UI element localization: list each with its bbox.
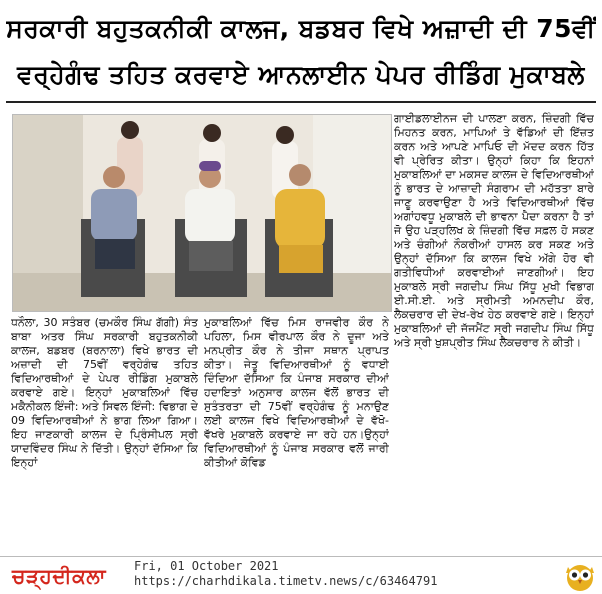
article-paragraph-left: ਧਨੌਲਾ, 30 ਸਤੰਬਰ (ਚਮਕੌਰ ਸਿੰਘ ਗੱਗੀ) ਸੰਤ ਬਾਬਾ ਅਤਰ ਸਿੰਘ ਸਰਕਾਰੀ ਬਹੁਤਕਨੀਕੀ ਕਾਲਜ, ਬਡਬਰ (ਬਰਨਾਲਾ) ਵਿਖੇ ਭਾਰਤ ਦੀ ਅਜ਼ਾਦੀ ਦੀ 75ਵੀਂ ਵਰ੍ਹੇਗੰਢ ਤਹਿਤ ਵਿਦਿਆਰਥੀਆਂ ਦੇ ਪੇਪਰ ਰੀਡਿੰਗ ਮੁਕਾਬਲੇ ਕਰਵਾਏ ਗਏ। ਇਨ੍ਹਾਂ ਮੁਕਾਬਲਿਆਂ ਵਿੱਚ ਮਕੈਨੀਕਲ ਇੰਜੀ: ਅਤੇ ਸਿਵਲ ਇੰਜੀ: ਵਿਭਾਗ ਦੇ 09 ਵਿਦਿਆਰਥੀਆਂ ਨੇ ਭਾਗ ਲਿਆ ਗਿਆ। ਇਹ ਜਾਣਕਾਰੀ ਕਾਲਜ ਦੇ ਪ੍ਰਿੰਸੀਪਲ ਸ੍ਰੀ ਯਾਦਵਿੰਦਰ ਸਿੰਘ ਨੇ ਦਿੱਤੀ। ਉਨ੍ਹਾਂ ਦੱਸਿਆ ਕਿ ਇਨ੍ਹਾਂ	[11, 316, 198, 469]
article-paragraph-middle: ਮੁਕਾਬਲਿਆਂ ਵਿੱਚ ਮਿਸ ਰਾਜਵੀਰ ਕੌਰ ਨੇ ਪਹਿਲਾ, ਮਿਸ ਵੀਰਪਾਲ ਕੌਰ ਨੇ ਦੂਜਾ ਅਤੇ ਮਨਪ੍ਰੀਤ ਕੌਰ ਨੇ ਤੀਜਾ ਸਥਾਨ ਪ੍ਰਾਪਤ ਕੀਤਾ। ਜੇਤੂ ਵਿਦਿਆਰਥੀਆਂ ਨੂੰ ਵਧਾਈ ਦਿੰਦਿਆ ਦੱਸਿਆ ਕਿ ਪੰਜਾਬ ਸਰਕਾਰ ਦੀਆਂ ਹਦਾਇਤਾਂ ਅਨੁਸਾਰ ਕਾਲਜ ਵੱਲੋਂ ਭਾਰਤ ਦੀ ਸੁਤੰਤਰਤਾ ਦੀ 75ਵੀਂ ਵਰ੍ਹੇਗੰਢ ਨੂੰ ਮਨਾਉਣ ਲਈ ਕਾਲਜ ਵਿਖੇ ਵਿਦਿਆਰਥੀਆਂ ਦੇ ਵੱਖੋ-ਵੱਖਰੇ ਮੁਕਾਬਲੇ ਕਰਵਾਏ ਜਾ ਰਹੇ ਹਨ।ਉਨ੍ਹਾਂ ਵਿਦਿਆਰਥੀਆਂ ਨੂੰ ਪੰਜਾਬ ਸਰਕਾਰ ਵਲੋਂ ਜਾਰੀ ਕੀਤੀਆਂ ਕੋਵਿਡ	[204, 316, 389, 469]
owl-icon	[562, 559, 598, 592]
article-column-middle	[204, 316, 389, 556]
group-photo-illustration	[13, 115, 391, 311]
news-photo	[12, 114, 392, 312]
newspaper-logo: ਚੜ੍ਹਦੀਕਲਾ	[12, 564, 106, 588]
publication-date: Fri, 01 October 2021	[134, 559, 279, 573]
article-paragraph-right: ਗਾਈਡਲਾਈਨਜ ਦੀ ਪਾਲਣਾ ਕਰਨ, ਜ਼ਿੰਦਗੀ ਵਿੱਚ ਮਿਹਨਤ ਕਰਨ, ਮਾਪਿਆਂ ਤੇ ਵੱਡਿਆਂ ਦੀ ਇੱਜ਼ਤ ਕਰਨ ਅਤੇ ਆਪਣੇ ਮਾਪਿਓ ਦੀ ਮੱਦਦ ਕਰਨ ਹਿੱਤ ਵੀ ਪ੍ਰੇਰਿਤ ਕੀਤਾ। ਉਨ੍ਹਾਂ ਕਿਹਾ ਕਿ ਇਹਨਾਂ ਮੁਕਾਬਲਿਆਂ ਦਾ ਮਕਸਦ ਕਾਲਜ ਦੇ ਵਿਦਿਆਰਥੀਆਂ ਨੂੰ ਭਾਰਤ ਦੇ ਆਜ਼ਾਦੀ ਸੰਗਰਾਮ ਦੀ ਮਹੱਤਤਾ ਬਾਰੇ ਜਾਣੂ ਕਰਵਾਉਣਾ ਹੈ ਅਤੇ ਵਿਦਿਆਰਥੀਆਂ ਵਿੱਚ ਅਗਾਂਹਵਧੂ ਮੁਕਾਬਲੇ ਦੀ ਭਾਵਨਾ ਪੈਦਾ ਕਰਨਾ ਹੈ ਤਾਂ ਜੋ ਉਹ ਪੜ੍ਹਲਿਖ ਕੇ ਜ਼ਿੰਦਗੀ ਵਿੱਚ ਸਫ਼ਲ ਹੋ ਸਕਣ ਅਤੇ ਚੰਗੀਆਂ ਨੌਕਰੀਆਂ ਹਾਸਲ ਕਰ ਸਕਣ ਅਤੇ ਉਨ੍ਹਾਂ ਦੱਸਿਆ ਕਿ ਕਾਲਜ ਵਿਖੇ ਅੱਗੇ ਹੋਰ ਵੀ ਗਤੀਵਿਧੀਆਂ ਕਰਵਾਈਆਂ ਜਾਣਗੀਆਂ। ਇਹ ਮੁਕਾਬਲੇ ਸ੍ਰੀ ਜਗਦੀਪ ਸਿੰਘ ਸਿੱਧੂ ਮੁਖੀ ਵਿਭਾਗ ਈ.ਸੀ.ਈ. ਅਤੇ ਸ੍ਰੀਮਤੀ ਅਮਨਦੀਪ ਕੌਰ, ਲੈਕਚਰਾਰ ਦੀ ਦੇਖ-ਰੇਖ ਹੇਠ ਕਰਵਾਏ ਗਏ। ਇਨ੍ਹਾਂ ਮੁਕਾਬਲਿਆਂ ਦੀ ਜੱਜਮੈਂਟ ਸ੍ਰੀ ਜਗਦੀਪ ਸਿੰਘ ਸਿੱਧੂ ਅਤੇ ਸ੍ਰੀ ਖੁਸ਼ਪ੍ਰੀਤ ਸਿੰਘ ਲੈਕਚਰਾਰ ਨੇ ਕੀਤੀ।	[394, 112, 594, 349]
headline-divider	[6, 101, 596, 103]
article-column-left	[11, 316, 198, 556]
footer-bar	[0, 556, 602, 594]
article-column-right	[394, 112, 594, 556]
headline-line-2: ਵਰ੍ਹੇਗੰਢ ਤਹਿਤ ਕਰਵਾਏ ਆਨਲਾਈਨ ਪੇਪਰ ਰੀਡਿੰਗ ਮੁਕਾਬਲੇ	[17, 60, 585, 89]
headline-line-1: ਸਰਕਾਰੀ ਬਹੁਤਕਨੀਕੀ ਕਾਲਜ, ਬਡਬਰ ਵਿਖੇ ਅਜ਼ਾਦੀ ਦੀ 75ਵੀਂ	[6, 14, 596, 43]
article-url[interactable]: https://charhdikala.timetv.news/c/63464791	[134, 574, 438, 588]
